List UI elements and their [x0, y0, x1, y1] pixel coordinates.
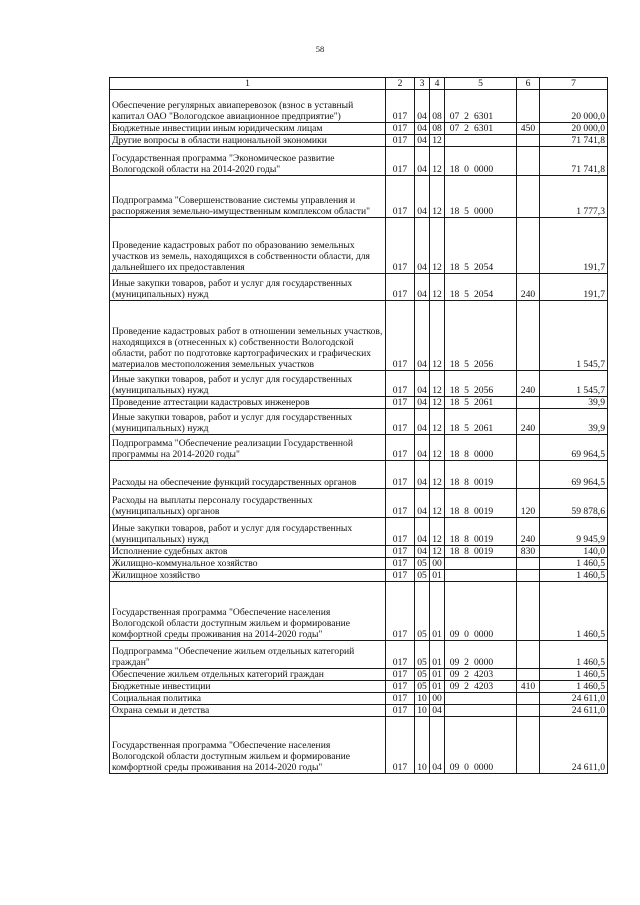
section-code-cell: 10: [415, 717, 430, 774]
ministry-code-cell: 017: [386, 274, 415, 301]
ministry-code-cell: 017: [386, 582, 415, 641]
ministry-code-cell: 017: [386, 409, 415, 435]
table-row: [110, 461, 608, 489]
section-code-cell: 05: [415, 558, 430, 570]
target-article-cell: [445, 218, 517, 274]
row-name-cell: Проведение кадастровых работ по образованию земельных участков из земель, находящихся в собственности области, для дальнейшего их предоставления: [110, 218, 386, 274]
column-header: 2: [386, 78, 415, 90]
section-code-cell: 05: [415, 641, 430, 669]
target-article-cell: [445, 681, 517, 693]
subsection-code-cell: 01: [430, 570, 445, 582]
target-article-cell: [445, 435, 517, 461]
row-name-cell: Обеспечение регулярных авиаперевозок (взнос в уставный капитал ОАО "Вологодское авиационное предприятие"): [110, 90, 386, 123]
ministry-code-cell: 017: [386, 705, 415, 717]
expense-type-cell: [517, 135, 540, 147]
subprogram-code: 8: [464, 546, 469, 557]
ministry-code-cell: 017: [386, 681, 415, 693]
amount-cell: 59 878,6: [540, 489, 608, 518]
row-name-cell: Иные закупки товаров, работ и услуг для государственных (муниципальных) нужд: [110, 274, 386, 301]
subprogram-code: 2: [464, 657, 469, 668]
subprogram-code: 8: [464, 506, 469, 517]
ministry-code-cell: 017: [386, 546, 415, 558]
expense-type-cell: 120: [517, 489, 540, 518]
expense-type-cell: [517, 461, 540, 489]
direction-code: 0019: [474, 477, 494, 488]
expense-type-cell: [517, 397, 540, 409]
section-code-cell: 04: [415, 176, 430, 218]
subsection-code-cell: 12: [430, 218, 445, 274]
row-name-cell: Проведение кадастровых работ в отношении земельных участков, находящихся в (отнесенных к) собственности Вологодской области, работ по подготовке картографических и графических материалов местоположения земельных участков: [110, 301, 386, 371]
subsection-code-cell: 12: [430, 176, 445, 218]
target-article-cell: [445, 582, 517, 641]
table-row: [110, 218, 608, 274]
row-name-cell: Социальная политика: [110, 693, 386, 705]
expense-type-cell: [517, 147, 540, 176]
ministry-code-cell: 017: [386, 147, 415, 176]
subsection-code-cell: 12: [430, 135, 445, 147]
ministry-code-cell: 017: [386, 570, 415, 582]
amount-cell: 1 545,7: [540, 371, 608, 397]
expense-type-cell: 240: [517, 518, 540, 546]
direction-code: 4203: [474, 669, 494, 680]
table-row: [110, 301, 608, 371]
subsection-code-cell: 12: [430, 147, 445, 176]
table-row: [110, 546, 608, 558]
program-code: 18: [449, 397, 460, 408]
expense-type-cell: 240: [517, 409, 540, 435]
amount-cell: 191,7: [540, 274, 608, 301]
amount-cell: 1 460,5: [540, 582, 608, 641]
subsection-code-cell: 01: [430, 641, 445, 669]
table-row: [110, 397, 608, 409]
section-code-cell: 04: [415, 518, 430, 546]
program-code: 18: [449, 289, 460, 300]
direction-code: 0000: [474, 164, 494, 175]
subprogram-code: 5: [464, 385, 469, 396]
ministry-code-cell: 017: [386, 218, 415, 274]
subsection-code-cell: 12: [430, 274, 445, 301]
program-code: 09: [449, 657, 460, 668]
subprogram-code: 5: [464, 206, 469, 217]
subprogram-code: 2: [464, 669, 469, 680]
expense-type-cell: [517, 176, 540, 218]
amount-cell: 1 460,5: [540, 570, 608, 582]
target-article-cell: [445, 641, 517, 669]
amount-cell: 1 460,5: [540, 641, 608, 669]
program-code: 09: [449, 629, 460, 640]
amount-cell: 9 945,9: [540, 518, 608, 546]
target-article-cell: [445, 397, 517, 409]
section-code-cell: 05: [415, 669, 430, 681]
section-code-cell: 04: [415, 371, 430, 397]
subsection-code-cell: 01: [430, 582, 445, 641]
section-code-cell: 04: [415, 274, 430, 301]
ministry-code-cell: 017: [386, 397, 415, 409]
target-article-cell: [445, 693, 517, 705]
table-row: [110, 123, 608, 135]
subsection-code-cell: 01: [430, 669, 445, 681]
expense-type-cell: [517, 435, 540, 461]
subprogram-code: 8: [464, 534, 469, 545]
subprogram-code: 8: [464, 477, 469, 488]
direction-code: 6301: [474, 123, 494, 134]
direction-code: 0019: [474, 506, 494, 517]
row-name-cell: Охрана семьи и детства: [110, 705, 386, 717]
amount-cell: 24 611,0: [540, 705, 608, 717]
ministry-code-cell: 017: [386, 371, 415, 397]
expense-type-cell: 240: [517, 274, 540, 301]
subprogram-code: 0: [464, 762, 469, 773]
amount-cell: 1 460,5: [540, 681, 608, 693]
table-row: [110, 176, 608, 218]
subsection-code-cell: 01: [430, 681, 445, 693]
program-code: 18: [449, 164, 460, 175]
subsection-code-cell: 08: [430, 90, 445, 123]
amount-cell: 140,0: [540, 546, 608, 558]
direction-code: 4203: [474, 681, 494, 692]
target-article-cell: [445, 558, 517, 570]
table-row: [110, 570, 608, 582]
section-code-cell: 04: [415, 301, 430, 371]
table-row: [110, 681, 608, 693]
target-article-cell: [445, 489, 517, 518]
amount-cell: 24 611,0: [540, 693, 608, 705]
program-code: 18: [449, 477, 460, 488]
target-article-cell: [445, 135, 517, 147]
row-name-cell: Иные закупки товаров, работ и услуг для государственных (муниципальных) нужд: [110, 518, 386, 546]
amount-cell: 39,9: [540, 397, 608, 409]
amount-cell: 69 964,5: [540, 461, 608, 489]
expense-type-cell: [517, 301, 540, 371]
subprogram-code: 5: [464, 289, 469, 300]
amount-cell: 24 611,0: [540, 717, 608, 774]
subprogram-code: 5: [464, 262, 469, 273]
target-article-cell: [445, 461, 517, 489]
section-code-cell: 04: [415, 90, 430, 123]
row-name-cell: Государственная программа "Обеспечение населения Вологодской области доступным жильем и формирование комфортной среды проживания на 2014-2020 годы": [110, 582, 386, 641]
subsection-code-cell: 12: [430, 301, 445, 371]
ministry-code-cell: 017: [386, 669, 415, 681]
section-code-cell: 04: [415, 147, 430, 176]
row-name-cell: Иные закупки товаров, работ и услуг для государственных (муниципальных) нужд: [110, 409, 386, 435]
direction-code: 0000: [474, 657, 494, 668]
table-row: [110, 641, 608, 669]
section-code-cell: 05: [415, 582, 430, 641]
direction-code: 0019: [474, 546, 494, 557]
table-row: [110, 705, 608, 717]
target-article-cell: [445, 176, 517, 218]
column-header: 6: [517, 78, 540, 90]
target-article-cell: [445, 274, 517, 301]
table-row: [110, 669, 608, 681]
target-article-cell: [445, 570, 517, 582]
row-name-cell: Обеспечение жильем отдельных категорий граждан: [110, 669, 386, 681]
subprogram-code: 0: [464, 629, 469, 640]
section-code-cell: 04: [415, 135, 430, 147]
row-name-cell: Подпрограмма "Обеспечение реализации Государственной программы на 2014-2020 годы": [110, 435, 386, 461]
ministry-code-cell: 017: [386, 693, 415, 705]
table-row: [110, 135, 608, 147]
table-row: [110, 489, 608, 518]
subsection-code-cell: 00: [430, 693, 445, 705]
subprogram-code: 2: [464, 681, 469, 692]
program-code: 07: [449, 123, 460, 134]
subsection-code-cell: 00: [430, 558, 445, 570]
table-row: [110, 371, 608, 397]
subsection-code-cell: 12: [430, 489, 445, 518]
amount-cell: 1 460,5: [540, 558, 608, 570]
column-header: 5: [445, 78, 517, 90]
section-code-cell: 04: [415, 409, 430, 435]
program-code: 09: [449, 681, 460, 692]
subprogram-code: 5: [464, 397, 469, 408]
direction-code: 6301: [474, 111, 494, 122]
section-code-cell: 04: [415, 397, 430, 409]
amount-cell: 191,7: [540, 218, 608, 274]
ministry-code-cell: 017: [386, 461, 415, 489]
section-code-cell: 04: [415, 461, 430, 489]
ministry-code-cell: 017: [386, 558, 415, 570]
section-code-cell: 04: [415, 435, 430, 461]
program-code: 07: [449, 111, 460, 122]
row-name-cell: Проведение аттестации кадастровых инженеров: [110, 397, 386, 409]
subsection-code-cell: 12: [430, 397, 445, 409]
column-header: 4: [430, 78, 445, 90]
subprogram-code: 2: [464, 123, 469, 134]
column-header: 1: [110, 78, 386, 90]
row-name-cell: Другие вопросы в области национальной экономики: [110, 135, 386, 147]
ministry-code-cell: 017: [386, 518, 415, 546]
section-code-cell: 04: [415, 218, 430, 274]
subsection-code-cell: 04: [430, 705, 445, 717]
subsection-code-cell: 12: [430, 371, 445, 397]
target-article-cell: [445, 90, 517, 123]
row-name-cell: Государственная программа "Обеспечение населения Вологодской области доступным жильем и формирование комфортной среды проживания на 2014-2020 годы": [110, 717, 386, 774]
subsection-code-cell: 08: [430, 123, 445, 135]
program-code: 18: [449, 506, 460, 517]
expense-type-cell: [517, 218, 540, 274]
ministry-code-cell: 017: [386, 90, 415, 123]
subprogram-code: 8: [464, 449, 469, 460]
target-article-cell: [445, 669, 517, 681]
section-code-cell: 05: [415, 570, 430, 582]
expense-type-cell: [517, 669, 540, 681]
budget-table: [109, 77, 608, 774]
direction-code: 2054: [474, 289, 494, 300]
table-row: [110, 90, 608, 123]
subprogram-code: 0: [464, 164, 469, 175]
target-article-cell: [445, 123, 517, 135]
program-code: 18: [449, 385, 460, 396]
row-name-cell: Жилищное хозяйство: [110, 570, 386, 582]
row-name-cell: Государственная программа "Экономическое развитие Вологодской области на 2014-2020 годы": [110, 147, 386, 176]
program-code: 18: [449, 262, 460, 273]
section-code-cell: 10: [415, 693, 430, 705]
direction-code: 0019: [474, 534, 494, 545]
amount-cell: 1 777,3: [540, 176, 608, 218]
amount-cell: 1 460,5: [540, 669, 608, 681]
row-name-cell: Исполнение судебных актов: [110, 546, 386, 558]
page-number: 58: [315, 44, 325, 54]
amount-cell: 69 964,5: [540, 435, 608, 461]
direction-code: 2061: [474, 423, 494, 434]
expense-type-cell: [517, 705, 540, 717]
ministry-code-cell: 017: [386, 489, 415, 518]
expense-type-cell: [517, 641, 540, 669]
subsection-code-cell: 12: [430, 409, 445, 435]
amount-cell: 71 741,8: [540, 147, 608, 176]
direction-code: 0000: [474, 629, 494, 640]
row-name-cell: Жилищно-коммунальное хозяйство: [110, 558, 386, 570]
direction-code: 0000: [474, 449, 494, 460]
row-name-cell: Иные закупки товаров, работ и услуг для государственных (муниципальных) нужд: [110, 371, 386, 397]
table-row: [110, 717, 608, 774]
program-code: 18: [449, 449, 460, 460]
ministry-code-cell: 017: [386, 135, 415, 147]
target-article-cell: [445, 518, 517, 546]
direction-code: 2061: [474, 397, 494, 408]
subprogram-code: 5: [464, 359, 469, 370]
ministry-code-cell: 017: [386, 123, 415, 135]
expense-type-cell: [517, 717, 540, 774]
target-article-cell: [445, 409, 517, 435]
program-code: 18: [449, 359, 460, 370]
expense-type-cell: [517, 90, 540, 123]
table-row: [110, 582, 608, 641]
section-code-cell: 04: [415, 489, 430, 518]
program-code: 09: [449, 762, 460, 773]
expense-type-cell: [517, 558, 540, 570]
section-code-cell: 04: [415, 546, 430, 558]
subsection-code-cell: 12: [430, 546, 445, 558]
program-code: 18: [449, 546, 460, 557]
table-row: [110, 518, 608, 546]
expense-type-cell: 410: [517, 681, 540, 693]
table-row: [110, 558, 608, 570]
amount-cell: 71 741,8: [540, 135, 608, 147]
section-code-cell: 04: [415, 123, 430, 135]
direction-code: 0000: [474, 206, 494, 217]
section-code-cell: 10: [415, 705, 430, 717]
target-article-cell: [445, 147, 517, 176]
direction-code: 2056: [474, 359, 494, 370]
column-header: 7: [540, 78, 608, 90]
ministry-code-cell: 017: [386, 641, 415, 669]
target-article-cell: [445, 705, 517, 717]
header-row: [110, 78, 608, 90]
program-code: 18: [449, 534, 460, 545]
target-article-cell: [445, 301, 517, 371]
subprogram-code: 2: [464, 111, 469, 122]
expense-type-cell: 450: [517, 123, 540, 135]
amount-cell: 1 545,7: [540, 301, 608, 371]
section-code-cell: 05: [415, 681, 430, 693]
expense-type-cell: [517, 570, 540, 582]
program-code: 18: [449, 423, 460, 434]
row-name-cell: Подпрограмма "Совершенствование системы управления и распоряжения земельно-имущественным комплексом области": [110, 176, 386, 218]
amount-cell: 39,9: [540, 409, 608, 435]
target-article-cell: [445, 371, 517, 397]
table-row: [110, 147, 608, 176]
column-header: 3: [415, 78, 430, 90]
expense-type-cell: 240: [517, 371, 540, 397]
target-article-cell: [445, 717, 517, 774]
direction-code: 2054: [474, 262, 494, 273]
expense-type-cell: [517, 582, 540, 641]
amount-cell: 20 000,0: [540, 90, 608, 123]
table-row: [110, 693, 608, 705]
direction-code: 0000: [474, 762, 494, 773]
table-row: [110, 409, 608, 435]
direction-code: 2056: [474, 385, 494, 396]
row-name-cell: Бюджетные инвестиции: [110, 681, 386, 693]
row-name-cell: Расходы на выплаты персоналу государственных (муниципальных) органов: [110, 489, 386, 518]
subsection-code-cell: 12: [430, 518, 445, 546]
subsection-code-cell: 04: [430, 717, 445, 774]
subsection-code-cell: 12: [430, 461, 445, 489]
row-name-cell: Расходы на обеспечение функций государственных органов: [110, 461, 386, 489]
table-row: [110, 274, 608, 301]
subsection-code-cell: 12: [430, 435, 445, 461]
row-name-cell: Подпрограмма "Обеспечение жильем отдельных категорий граждан": [110, 641, 386, 669]
expense-type-cell: 830: [517, 546, 540, 558]
ministry-code-cell: 017: [386, 301, 415, 371]
amount-cell: 20 000,0: [540, 123, 608, 135]
table-row: [110, 435, 608, 461]
program-code: 18: [449, 206, 460, 217]
ministry-code-cell: 017: [386, 435, 415, 461]
ministry-code-cell: 017: [386, 176, 415, 218]
row-name-cell: Бюджетные инвестиции иным юридическим лицам: [110, 123, 386, 135]
subprogram-code: 5: [464, 423, 469, 434]
target-article-cell: [445, 546, 517, 558]
program-code: 09: [449, 669, 460, 680]
expense-type-cell: [517, 693, 540, 705]
ministry-code-cell: 017: [386, 717, 415, 774]
